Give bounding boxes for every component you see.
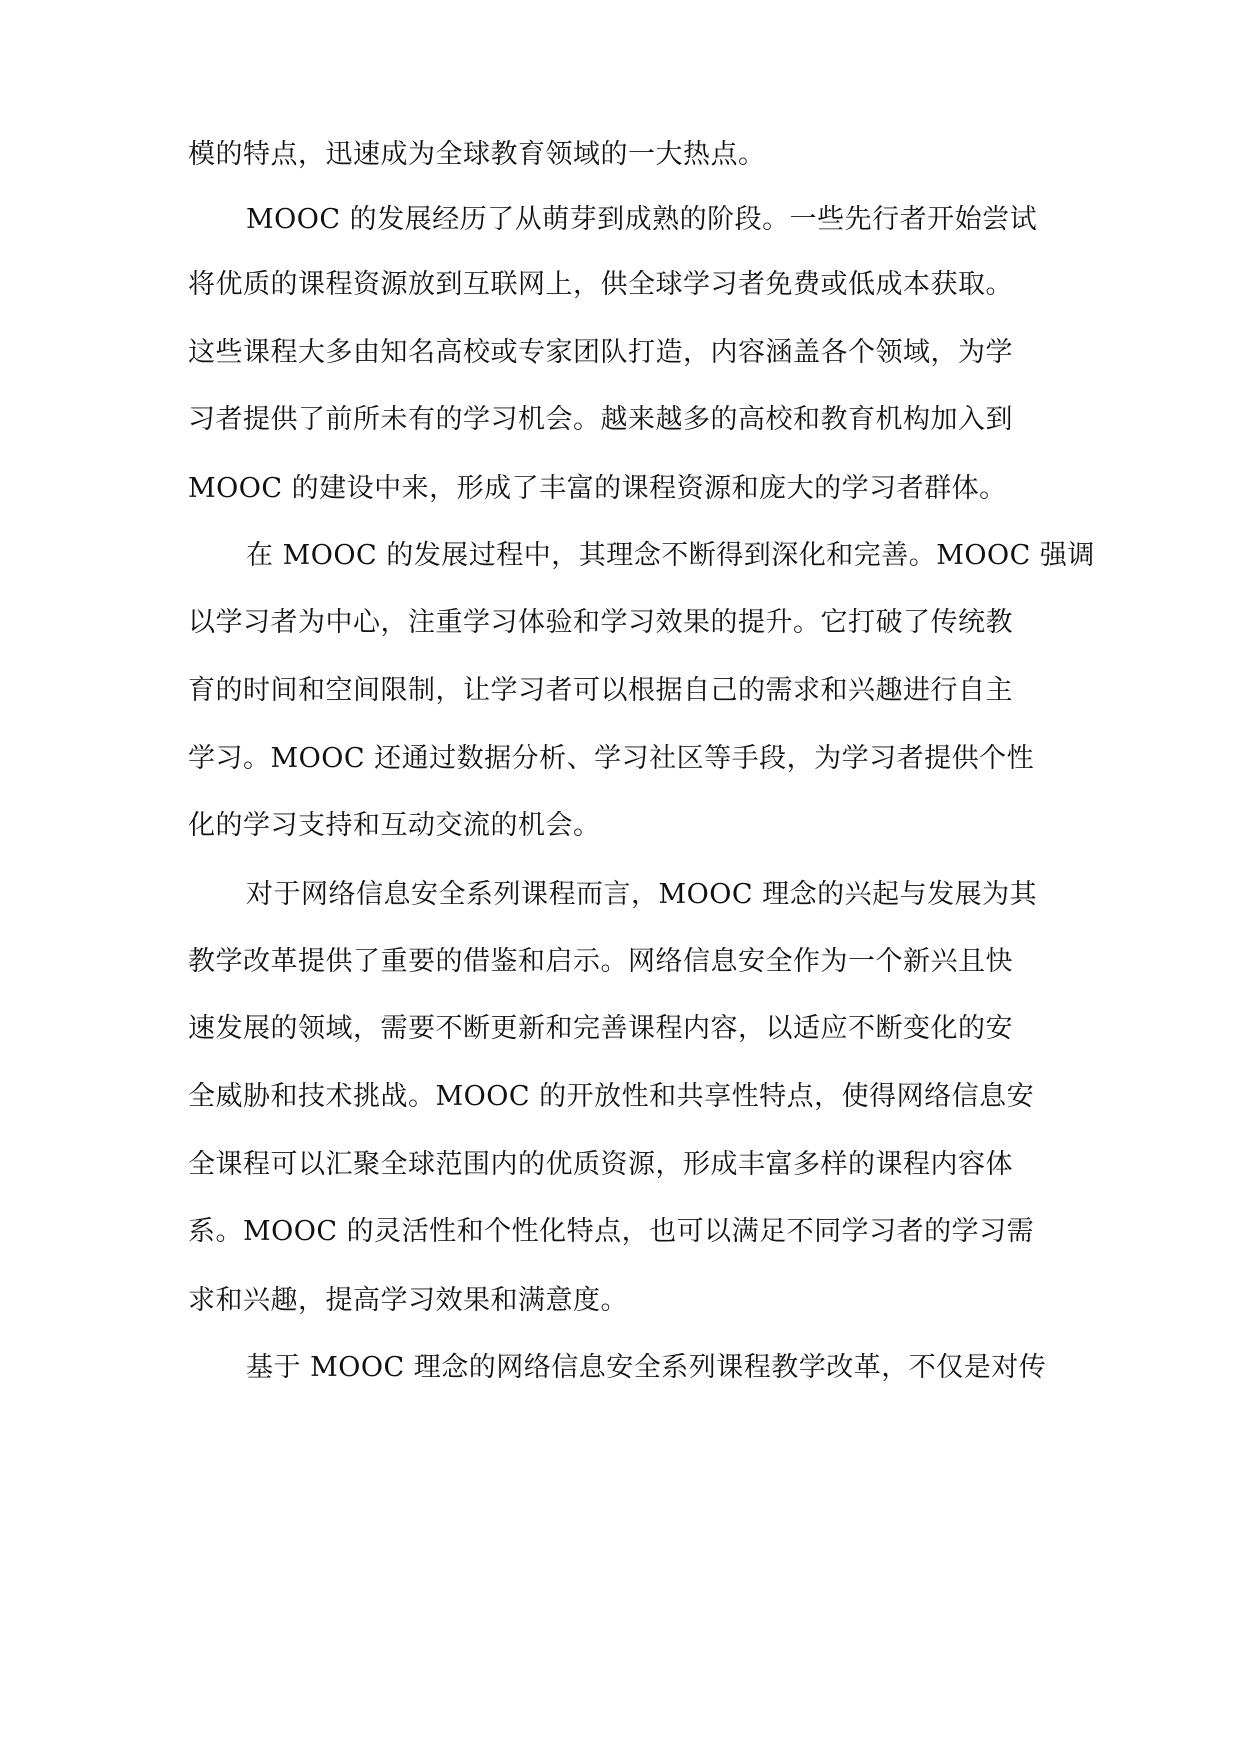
text-line: 教学改革提供了重要的借鉴和启示。网络信息安全作为一个新兴且快 xyxy=(188,946,1013,977)
text-line: 模的特点，迅速成为全球教育领域的一大热点。 xyxy=(188,139,766,170)
text-line: 速发展的领域，需要不断更新和完善课程内容，以适应不断变化的安 xyxy=(188,1013,1013,1044)
text-line: 化的学习支持和互动交流的机会。 xyxy=(188,810,601,841)
text-line: 以学习者为中心，注重学习体验和学习效果的提升。它打破了传统教 xyxy=(188,607,1013,638)
text-line: 基于 MOOC 理念的网络信息安全系列课程教学改革，不仅是对传 xyxy=(246,1352,1047,1383)
text-line: 求和兴趣，提高学习效果和满意度。 xyxy=(188,1285,628,1316)
text-line: 学习。MOOC 还通过数据分析、学习社区等手段，为学习者提供个性 xyxy=(188,743,1035,774)
text-line: 全课程可以汇聚全球范围内的优质资源，形成丰富多样的课程内容体 xyxy=(188,1149,1013,1180)
text-line: 这些课程大多由知名高校或专家团队打造，内容涵盖各个领域，为学 xyxy=(188,337,1013,368)
text-line: 对于网络信息安全系列课程而言，MOOC 理念的兴起与发展为其 xyxy=(246,879,1038,910)
text-line: 在 MOOC 的发展过程中，其理念不断得到深化和完善。MOOC 强调 xyxy=(246,540,1095,571)
text-line: 习者提供了前所未有的学习机会。越来越多的高校和教育机构加入到 xyxy=(188,404,1013,435)
text-line: 育的时间和空间限制，让学习者可以根据自己的需求和兴趣进行自主 xyxy=(188,675,1013,706)
text-line: MOOC 的建设中来，形成了丰富的课程资源和庞大的学习者群体。 xyxy=(188,473,1007,504)
text-line: MOOC 的发展经历了从萌芽到成熟的阶段。一些先行者开始尝试 xyxy=(246,204,1038,235)
text-line: 将优质的课程资源放到互联网上，供全球学习者免费或低成本获取。 xyxy=(188,269,1013,300)
text-line: 全威胁和技术挑战。MOOC 的开放性和共享性特点，使得网络信息安 xyxy=(188,1081,1035,1112)
text-line: 系。MOOC 的灵活性和个性化特点，也可以满足不同学习者的学习需 xyxy=(188,1216,1035,1247)
